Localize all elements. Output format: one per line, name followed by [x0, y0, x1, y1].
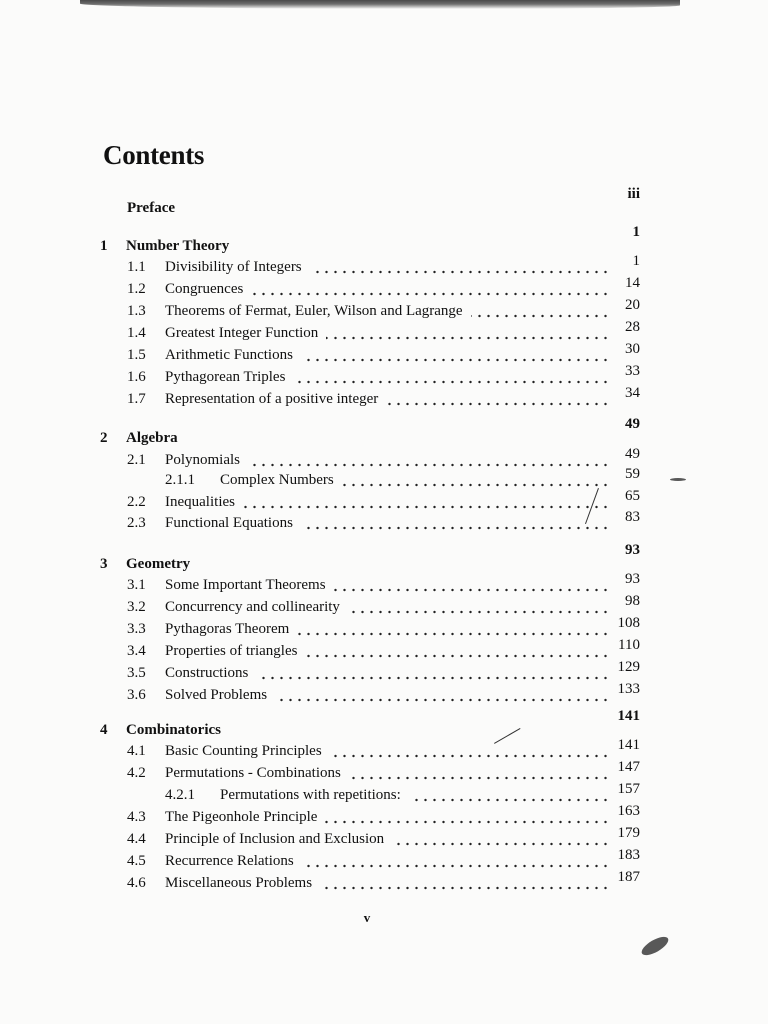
section-page: 34: [625, 385, 640, 401]
section-number: 4.6: [127, 875, 146, 891]
ink-smudge: [639, 933, 671, 958]
dot-leader: [392, 842, 610, 846]
section-entry: [100, 488, 640, 516]
section-number: 4.3: [127, 809, 146, 825]
section-title: Representation of a positive integer: [165, 391, 382, 408]
section-page: 59: [625, 466, 640, 482]
section-page: 93: [625, 571, 640, 587]
section-entry: [100, 363, 640, 391]
section-page: 183: [617, 847, 640, 863]
section-page: 30: [625, 341, 640, 357]
section-entry: [100, 275, 640, 303]
section-entry: [100, 385, 640, 413]
section-number: 1.3: [127, 303, 146, 319]
chapter-number: 4: [100, 722, 108, 738]
section-page: 141: [617, 737, 640, 753]
section-number: 1.7: [127, 391, 146, 407]
dot-leader: [326, 336, 610, 340]
section-page: 163: [617, 803, 640, 819]
scan-edge-shadow: [80, 0, 680, 9]
section-entry: [100, 681, 640, 709]
section-title: Functional Equations: [165, 515, 297, 532]
dot-leader: [243, 505, 610, 509]
section-entry: [100, 615, 640, 643]
section-page: 98: [625, 593, 640, 609]
section-title: Basic Counting Principles: [165, 743, 326, 760]
section-number: 3.6: [127, 687, 146, 703]
dot-leader: [349, 776, 610, 780]
chapter-title: Number Theory: [126, 238, 233, 255]
chapter-title: Algebra: [126, 430, 182, 447]
section-number: 1.2: [127, 281, 146, 297]
chapter-page: 141: [617, 708, 640, 724]
dot-leader: [348, 610, 610, 614]
section-page: 33: [625, 363, 640, 379]
section-title: Complex Numbers: [220, 472, 338, 489]
section-number: 2.3: [127, 515, 146, 531]
section-title: Inequalities: [165, 494, 239, 511]
section-number: 3.5: [127, 665, 146, 681]
section-title: Some Important Theorems: [165, 577, 330, 594]
section-title: Concurrency and collinearity: [165, 599, 344, 616]
dot-leader: [293, 380, 610, 384]
section-page: 110: [618, 637, 640, 653]
section-title: Solved Problems: [165, 687, 271, 704]
section-number: 3.3: [127, 621, 146, 637]
section-title: Congruences: [165, 281, 247, 298]
dot-leader: [386, 402, 610, 406]
dot-leader: [251, 292, 610, 296]
section-number: 4.2.1: [165, 787, 195, 803]
section-entry: [100, 803, 640, 831]
chapter-page: 49: [625, 416, 640, 432]
chapter-entry: [100, 542, 640, 578]
section-entry: [100, 847, 640, 875]
dot-leader: [320, 886, 610, 890]
section-number: 1.4: [127, 325, 146, 341]
section-entry: [100, 319, 640, 347]
dot-leader: [248, 463, 610, 467]
section-page: 65: [625, 488, 640, 504]
section-title: Theorems of Fermat, Euler, Wilson and Lagrange: [165, 303, 467, 320]
dot-leader: [302, 864, 610, 868]
section-number: 2.1: [127, 452, 146, 468]
chapter-number: 3: [100, 556, 108, 572]
section-page: 49: [625, 446, 640, 462]
dot-leader: [301, 358, 610, 362]
section-entry: [100, 737, 640, 765]
chapter-title: Geometry: [126, 556, 194, 573]
section-title: Arithmetic Functions: [165, 347, 297, 364]
dot-leader: [334, 588, 610, 592]
dot-leader: [471, 314, 610, 318]
section-page: 187: [617, 869, 640, 885]
preface-page: iii: [627, 186, 640, 202]
section-page: 83: [625, 509, 640, 525]
section-entry: [100, 509, 640, 537]
subsection-entry: [100, 466, 640, 494]
chapter-title: Combinatorics: [126, 722, 225, 739]
section-number: 1.6: [127, 369, 146, 385]
section-page: 147: [617, 759, 640, 775]
section-entry: [100, 593, 640, 621]
section-title: Pythagorean Triples: [165, 369, 289, 386]
dot-leader: [297, 632, 610, 636]
section-number: 3.4: [127, 643, 146, 659]
section-number: 1.1: [127, 259, 146, 275]
section-title: Divisibility of Integers: [165, 259, 306, 276]
section-page: 129: [617, 659, 640, 675]
section-entry: [100, 825, 640, 853]
chapter-page: 93: [625, 542, 640, 558]
section-title: The Pigeonhole Principle: [165, 809, 321, 826]
section-page: 133: [617, 681, 640, 697]
section-number: 2.1.1: [165, 472, 195, 488]
section-title: Properties of triangles: [165, 643, 301, 660]
section-entry: [100, 637, 640, 665]
section-entry: [100, 659, 640, 687]
section-entry: [100, 297, 640, 325]
section-number: 3.1: [127, 577, 146, 593]
section-page: 108: [617, 615, 640, 631]
section-number: 1.5: [127, 347, 146, 363]
section-title: Permutations with repetitions:: [220, 787, 405, 804]
subsection-entry: [100, 781, 640, 809]
dot-leader: [409, 798, 610, 802]
section-page: 179: [617, 825, 640, 841]
dot-leader: [342, 483, 610, 487]
chapter-number: 2: [100, 430, 108, 446]
page-number: v: [363, 910, 371, 925]
chapter-entry: [100, 224, 640, 260]
page-title: Contents: [103, 140, 205, 170]
section-title: Permutations - Combinations: [165, 765, 345, 782]
section-title: Constructions: [165, 665, 252, 682]
section-title: Polynomials: [165, 452, 244, 469]
section-title: Recurrence Relations: [165, 853, 298, 870]
chapter-entry: [100, 416, 640, 452]
chapter-page: 1: [632, 224, 640, 240]
section-title: Principle of Inclusion and Exclusion: [165, 831, 388, 848]
section-number: 3.2: [127, 599, 146, 615]
preface-title: Preface: [127, 200, 176, 216]
chapter-entry: [100, 708, 640, 744]
dot-leader: [330, 754, 610, 758]
dot-leader: [310, 270, 610, 274]
section-title: Greatest Integer Function: [165, 325, 322, 342]
section-entry: [100, 341, 640, 369]
section-entry: [100, 446, 640, 474]
ink-smudge: [670, 478, 686, 481]
section-entry: [100, 253, 640, 281]
dot-leader: [256, 676, 610, 680]
section-number: 4.5: [127, 853, 146, 869]
section-page: 28: [625, 319, 640, 335]
section-page: 14: [625, 275, 640, 291]
section-number: 4.1: [127, 743, 146, 759]
dot-leader: [301, 526, 610, 530]
dot-leader: [275, 698, 610, 702]
section-title: Pythagoras Theorem: [165, 621, 293, 638]
chapter-number: 1: [100, 238, 108, 254]
section-entry: [100, 571, 640, 599]
section-number: 2.2: [127, 494, 146, 510]
section-number: 4.4: [127, 831, 146, 847]
section-number: 4.2: [127, 765, 146, 781]
dot-leader: [305, 654, 610, 658]
section-page: 157: [617, 781, 640, 797]
section-title: Miscellaneous Problems: [165, 875, 316, 892]
section-page: 20: [625, 297, 640, 313]
section-entry: [100, 869, 640, 897]
dot-leader: [325, 820, 610, 824]
section-entry: [100, 759, 640, 787]
section-page: 1: [632, 253, 640, 269]
